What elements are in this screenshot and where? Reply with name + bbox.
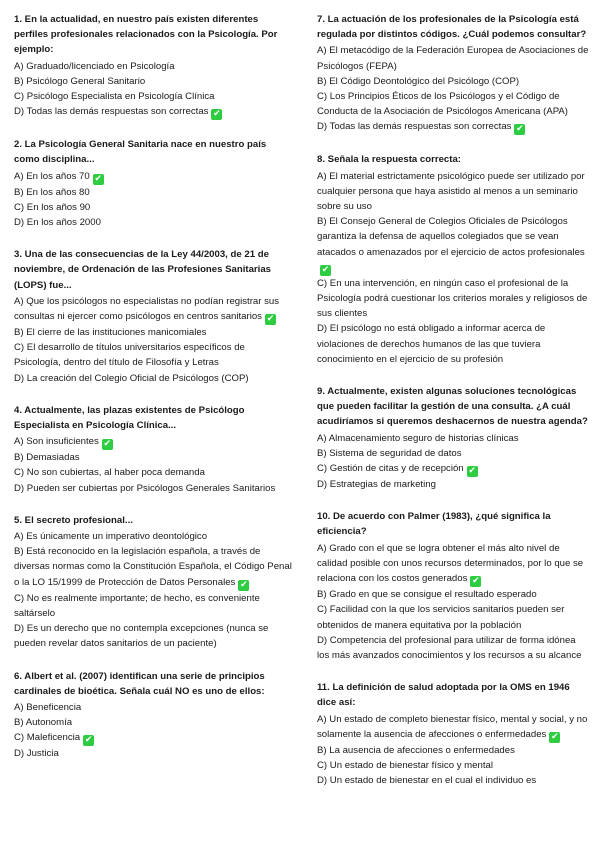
question-block [14,137,292,230]
question-title: 7. La actuación de los profesionales de la Psicología está regulada por distintos códigos. ¿Cuál podemos consultar? [317,14,587,41]
answer-option [317,712,589,743]
answer-option-text: C) Maleficencia [14,732,81,744]
answer-option [317,587,589,602]
answer-option [317,43,589,73]
answer-option [14,700,292,715]
answer-option-text: A) Un estado de completo bienestar físico, mental y social, y no solamente la ausencia de afecciones o enfermedades [317,713,588,740]
answer-option-text: C) El desarrollo de títulos universitarios específicos de Psicología, dentro del título de Filosofía y Letras [14,342,245,369]
answer-option-text: A) En los años 70 [14,170,90,182]
question-block [317,152,589,367]
answer-option [317,477,589,492]
answer-option-text: D) El psicólogo no está obligado a informar acerca de violaciones de derechos humanos de las que tuviera conocimiento en el ejercicio de su profesión [317,323,546,365]
answer-option [317,446,589,461]
answer-option [317,758,589,773]
answer-option [317,541,589,587]
answer-option [317,169,589,215]
answer-option [14,200,292,215]
answer-option [14,481,292,496]
answer-option-text: D) Justicia [14,748,59,760]
answer-option [317,214,589,276]
answer-option [317,119,589,135]
question-block [14,403,292,496]
answer-option [317,89,589,119]
answer-option-text: D) Un estado de bienestar en el cual el individuo es [317,775,537,787]
question-title: 5. El secreto profesional... [14,514,133,526]
answer-option [14,340,292,370]
right-column [317,12,589,805]
answer-option-text: D) Competencia del profesional para utilizar de forma idónea los más avanzados conocimientos y los recursos a su alcance [317,634,582,661]
answer-option [14,169,292,185]
answer-option-text: D) Pueden ser cubiertas por Psicólogos Generales Sanitarios [14,482,276,494]
answer-option-text: B) Autonomía [14,717,73,729]
answer-option-text: A) Es únicamente un imperativo deontológico [14,531,208,543]
answer-option-text: C) Gestión de citas y de recepción [317,463,464,475]
question-block [14,513,292,652]
answer-option-text: D) Es un derecho que no contempla excepciones (nunca se pueden revelar datos sanitarios de un paciente) [14,623,269,650]
question-title: 9. Actualmente, existen algunas soluciones tecnológicas que pueden facilitar la gestión de una consulta. ¿A cuál acudiríamos si queremos deshacernos de nuestra agenda? [317,386,588,428]
answer-option [14,215,292,230]
answer-option [14,74,292,89]
check-mark-icon: ✔ [94,173,102,184]
answer-option-text: B) Sistema de seguridad de datos [317,447,462,459]
answer-option-text: D) Estrategias de marketing [317,479,436,491]
answer-option [317,321,589,367]
answer-option-text: D) En los años 2000 [14,217,101,229]
answer-option [14,591,292,621]
answer-option-text: A) El metacódigo de la Federación Europea de Asociaciones de Psicólogos (FEPA) [317,45,589,72]
answer-option [14,104,292,120]
answer-option [14,450,292,465]
question-title: 1. En la actualidad, en nuestro país existen diferentes perfiles profesionales relacionados con la Psicología. Por ejemplo: [14,14,278,56]
check-mark-icon: ✔ [472,576,480,587]
answer-option [317,743,589,758]
question-title: 10. De acuerdo con Palmer (1983), ¿qué significa la eficiencia? [317,511,551,538]
answer-option-text: A) Beneficencia [14,701,82,713]
answer-option [14,89,292,104]
answer-option [317,633,589,663]
answer-option-text: A) Graduado/licenciado en Psicología [14,60,175,72]
question-block [317,509,589,663]
answer-option [317,74,589,89]
answer-option-text: A) Almacenamiento seguro de historias clínicas [317,432,519,444]
answer-option-text: B) La ausencia de afecciones o enfermedades [317,744,515,756]
check-mark-icon: ✔ [213,109,221,120]
question-title: 6. Albert et al. (2007) identifican una serie de principios cardinales de bioética. Señala cuál NO es uno de ellos: [14,670,265,697]
answer-option-text: B) Demasiadas [14,452,80,464]
answer-option [317,773,589,788]
answer-option [14,465,292,480]
question-block [14,669,292,762]
answer-option [14,185,292,200]
question-block [14,12,292,120]
answer-option-text: A) Que los psicólogos no especialistas no podían registrar sus consultas ni ejercer como psicólogos en centros sanitarios [14,295,280,323]
answer-option-text: B) Psicólogo General Sanitario [14,75,146,87]
answer-option [317,461,589,477]
question-title: 11. La definición de salud adoptada por la OMS en 1946 dice así: [317,682,570,709]
answer-option-text: A) Son insuficientes [14,436,99,448]
check-mark-icon: ✔ [266,314,275,325]
answer-option-text: B) El Consejo General de Colegios Oficiales de Psicólogos garantiza la defensa de aquellos colegiados que se vean atacados o amenazados por el ejercicio de actos profesionales [317,216,585,258]
answer-option [317,276,589,322]
answer-option [317,431,589,446]
answer-option-text: C) Un estado de bienestar físico y mental [317,759,493,771]
answer-option-text: C) Psicólogo Especialista en Psicología Clínica [14,91,215,103]
check-mark-icon: ✔ [240,579,248,590]
answer-option [317,602,589,632]
answer-option [14,730,292,746]
answer-option [14,746,292,761]
answer-option-text: B) Grado en que se consigue el resultado esperado [317,589,537,601]
answer-option [14,294,292,325]
answer-option [14,715,292,730]
answer-option-text: D) La creación del Colegio Oficial de Psicólogos (COP) [14,372,249,384]
answer-option-text: B) En los años 80 [14,186,90,198]
question-block [14,247,292,386]
question-block [317,680,589,788]
answer-option [14,59,292,74]
answer-option [14,544,292,590]
answer-option [14,434,292,450]
question-title: 2. La Psicología General Sanitaria nace en nuestro país como disciplina... [14,139,267,166]
answer-option [14,621,292,651]
question-title: 4. Actualmente, las plazas existentes de Psicólogo Especialista en Psicología Clínica... [14,404,245,432]
answer-option [14,529,292,544]
check-mark-icon: ✔ [321,264,330,275]
answer-option-text: D) Todas las demás respuestas son correctas [14,106,209,118]
answer-option-text: C) En una intervención, en ningún caso el profesional de la Psicología podrá cuestionar los criterios morales y religiosos de sus clientes [317,277,588,320]
answer-option-text: A) El material estrictamente psicológico puede ser utilizado por cualquier persona que haya asistido al menos a un seminario sobre su uso [317,170,585,213]
answer-option-text: C) En los años 90 [14,201,91,213]
check-mark-icon: ✔ [551,731,559,742]
answer-option-text: D) Todas las demás respuestas son correctas [317,121,512,133]
check-mark-icon: ✔ [103,439,112,450]
left-column [14,12,292,779]
answer-option-text: B) Está reconocido en la legislación española, a través de diversas normas como la Constitución Española, el Código Penal o la LO 15/1999 de Protección de Datos Personales [14,546,292,588]
answer-option-text: B) El Código Deontológico del Psicólogo (COP) [317,75,520,87]
answer-option-text: C) Facilidad con la que los servicios sanitarios pueden ser obtenidos de manera equitativa por la población [317,604,565,631]
answer-option-text: C) No es realmente importante; de hecho, es conveniente saltárselo [14,592,260,619]
check-mark-icon: ✔ [84,735,93,746]
check-mark-icon: ✔ [516,124,524,135]
answer-option-text: A) Grado con el que se logra obtener el más alto nivel de calidad posible con unos recursos determinados, por lo que se relaciona con los costos generados [317,542,584,585]
answer-option [14,325,292,340]
answer-option-text: B) El cierre de las instituciones manicomiales [14,327,207,339]
question-block [317,384,589,492]
answer-option [14,371,292,386]
question-title: 8. Señala la respuesta correcta: [317,154,461,166]
answer-option-text: C) No son cubiertas, al haber poca demanda [14,467,205,479]
question-title: 3. Una de las consecuencias de la Ley 44/2003, de 21 de noviembre, de Ordenación de las Profesiones Sanitarias (LOPS) fue... [14,249,271,291]
question-block [317,12,589,135]
answer-option-text: C) Los Principios Éticos de los Psicólogos y el Código de Conducta de la Asociación de Psicólogos Americana (APA) [317,91,568,118]
check-mark-icon: ✔ [468,466,476,477]
